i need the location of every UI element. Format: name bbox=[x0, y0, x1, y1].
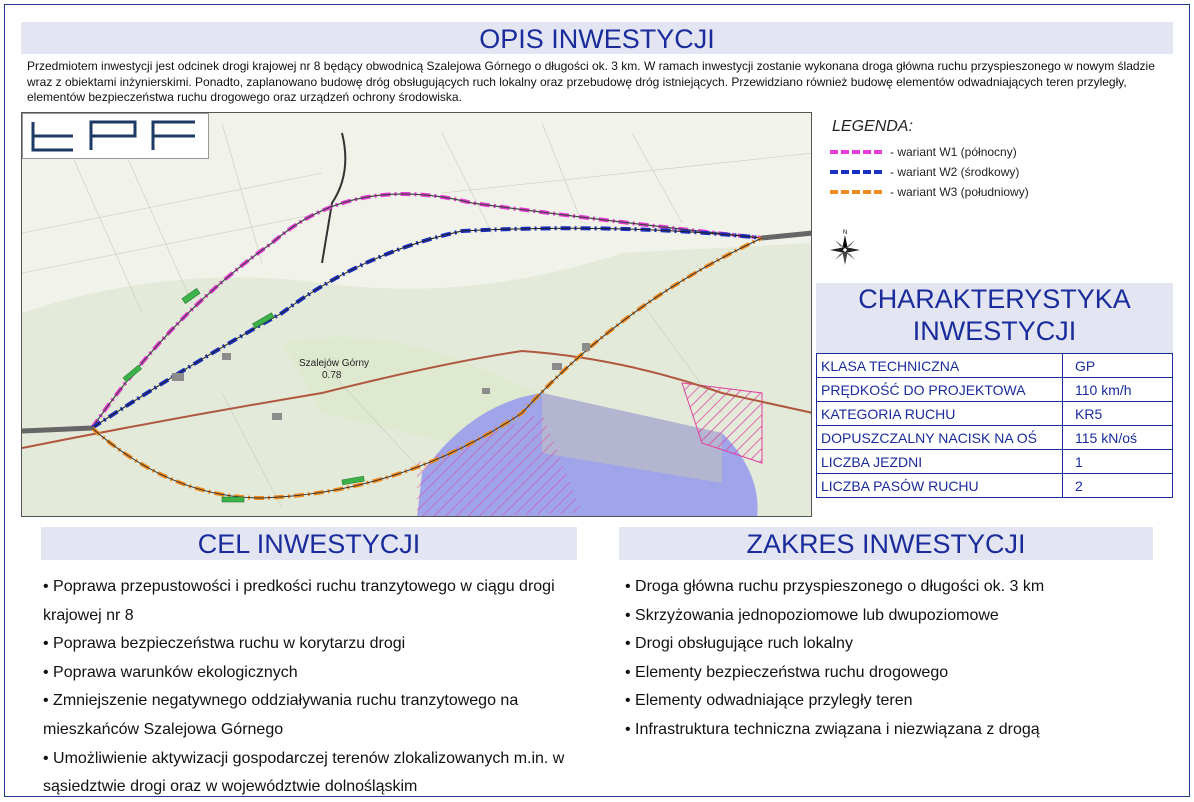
char-value: KR5 bbox=[1063, 402, 1173, 426]
characteristics-title-line2: INWESTYCJI bbox=[912, 316, 1077, 346]
map-legend bbox=[820, 118, 1120, 202]
svg-text:N: N bbox=[843, 230, 848, 236]
list-item: • Elementy bezpieczeństwa ruchu drogowego bbox=[625, 659, 1145, 688]
characteristics-title-line1: CHARAKTERYSTYKA bbox=[858, 284, 1131, 314]
list-item: • Poprawa przepustowości i predkości ruchu tranzytowego w ciągu drogi krajowej nr 8 bbox=[43, 573, 583, 630]
char-value: 115 kN/oś bbox=[1063, 426, 1173, 450]
list-item: • Elementy odwadniające przyległy teren bbox=[625, 687, 1145, 716]
char-value: 110 km/h bbox=[1063, 378, 1173, 402]
legend-label-w3: - wariant W3 (południowy) bbox=[890, 185, 1029, 199]
char-label: LICZBA JEZDNI bbox=[817, 450, 1063, 474]
route-map-svg bbox=[22, 113, 812, 517]
table-row bbox=[817, 450, 1173, 474]
char-value: GP bbox=[1063, 354, 1173, 378]
list-item: • Poprawa bezpieczeństwa ruchu w korytarzu drogi bbox=[43, 630, 583, 659]
characteristics-title bbox=[816, 283, 1173, 353]
legend-swatch-w3 bbox=[830, 190, 882, 194]
table-row bbox=[817, 402, 1173, 426]
list-item: • Droga główna ruchu przyspieszonego o długości ok. 3 km bbox=[625, 573, 1145, 602]
legend-item-w2 bbox=[820, 162, 1120, 182]
legend-label-w2: - wariant W2 (środkowy) bbox=[890, 165, 1020, 179]
characteristics-table bbox=[816, 353, 1173, 498]
tpf-logo bbox=[22, 113, 209, 159]
road-west-end bbox=[22, 428, 92, 431]
goal-list bbox=[43, 573, 583, 802]
legend-label-w1: - wariant W1 (północny) bbox=[890, 145, 1017, 159]
list-item: • Infrastruktura techniczna związana i niezwiązana z drogą bbox=[625, 716, 1145, 745]
char-label: DOPUSZCZALNY NACISK NA OŚ bbox=[817, 426, 1063, 450]
table-row bbox=[817, 474, 1173, 498]
legend-title: LEGENDA: bbox=[832, 118, 913, 135]
page-title-text: OPIS INWESTYCJI bbox=[479, 24, 715, 54]
list-item: • Skrzyżowania jednopoziomowe lub dwupoziomowe bbox=[625, 602, 1145, 631]
route-map[interactable] bbox=[21, 112, 812, 517]
page-title bbox=[21, 22, 1173, 54]
char-value: 1 bbox=[1063, 450, 1173, 474]
legend-swatch-w1 bbox=[830, 150, 882, 154]
char-label: KATEGORIA RUCHU bbox=[817, 402, 1063, 426]
place-label: Szalejów Górny bbox=[299, 358, 370, 369]
compass-rose-icon bbox=[826, 228, 864, 272]
list-item: • Poprawa warunków ekologicznych bbox=[43, 659, 583, 688]
place-value: 0.78 bbox=[322, 370, 342, 381]
legend-swatch-w2 bbox=[830, 170, 882, 174]
goal-title-text: CEL INWESTYCJI bbox=[197, 529, 421, 559]
legend-item-w3 bbox=[820, 182, 1120, 202]
list-item: • Drogi obsługujące ruch lokalny bbox=[625, 630, 1145, 659]
table-row bbox=[817, 354, 1173, 378]
legend-item-w1 bbox=[820, 142, 1120, 162]
char-label: PRĘDKOŚĆ DO PROJEKTOWA bbox=[817, 378, 1063, 402]
char-label: LICZBA PASÓW RUCHU bbox=[817, 474, 1063, 498]
investment-description: Przedmiotem inwestycji jest odcinek drogi krajowej nr 8 będący obwodnicą Szalejowa Górnego o długości ok. 3 km. W ramach inwestycji zostanie wykonana droga główna ruchu przyspieszonego w nowym śladzie wraz z obiektami inżynierskimi. Ponadto, zaplanowano budowę dróg obsługujących ruch lokalny oraz przebudowę dróg istniejących. Przewidziano również budowę elementów odwadniających teren przyległy, elementów bezpieczeństwa ruchu drogowego oraz urządzeń ochrony środowiska. bbox=[27, 59, 1155, 104]
char-label: KLASA TECHNICZNA bbox=[817, 354, 1063, 378]
tpf-logo-icon bbox=[23, 114, 208, 158]
list-item: • Umożliwienie aktywizacji gospodarczej terenów zlokalizowanych m.in. w sąsiedztwie drogi oraz w województwie dolnośląskim bbox=[43, 745, 583, 802]
table-row bbox=[817, 426, 1173, 450]
table-row bbox=[817, 378, 1173, 402]
list-item: • Zmniejszenie negatywnego oddziaływania ruchu tranzytowego na mieszkańców Szalejowa Górnego bbox=[43, 687, 583, 744]
char-value: 2 bbox=[1063, 474, 1173, 498]
scope-list bbox=[625, 573, 1145, 745]
scope-title-text: ZAKRES INWESTYCJI bbox=[746, 529, 1026, 559]
goal-title bbox=[41, 527, 577, 560]
scope-title bbox=[619, 527, 1153, 560]
